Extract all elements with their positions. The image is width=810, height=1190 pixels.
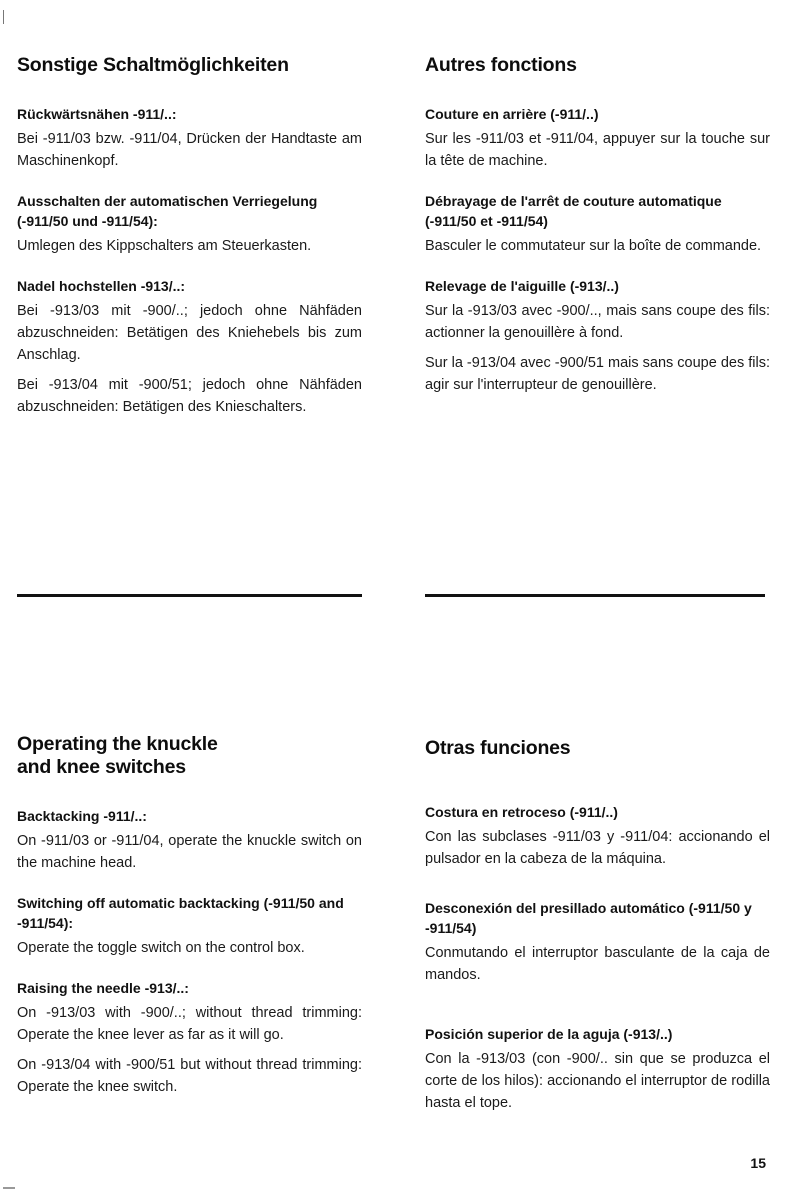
section-title: Costura en retroceso (-911/..) xyxy=(425,804,618,820)
french-section-auto-lock xyxy=(425,191,770,257)
spanish-heading: Otras funciones xyxy=(425,737,571,759)
section-text: Con la -913/03 (con -900/.. sin que se produzca el corte de los hilos): accionando el interruptor de rodilla hasta el tope. xyxy=(425,1051,770,1111)
spanish-section-needle-up xyxy=(425,1024,770,1114)
section-title: Rückwärtsnähen -911/..: xyxy=(17,106,177,122)
section-title: Relevage de l'aiguille (-913/..) xyxy=(425,278,619,294)
scan-mark xyxy=(3,1187,15,1189)
divider-rule xyxy=(425,594,765,597)
section-title: Posición superior de la aguja (-913/..) xyxy=(425,1026,673,1042)
english-heading xyxy=(17,733,362,779)
section-title: Ausschalten der automatischen Verriegelung (-911/50 und -911/54): xyxy=(17,193,318,229)
section-text: On -913/03 with -900/..; without thread trimming: Operate the knee lever as far as it will go. xyxy=(17,1005,362,1043)
section-text: Bei -913/03 mit -900/..; jedoch ohne Nähfäden abzuschneiden: Betätigen des Kniehebels bis zum Anschlag. xyxy=(17,303,362,363)
divider-rule xyxy=(17,594,362,597)
heading-line: Operating the knuckle xyxy=(17,733,218,755)
section-text: Sur les -911/03 et -911/04, appuyer sur la touche sur la tête de machine. xyxy=(425,131,770,169)
english-column xyxy=(17,733,362,1117)
english-section-backtacking xyxy=(17,806,362,874)
german-section-auto-lock xyxy=(17,191,362,257)
german-column xyxy=(17,54,362,437)
spanish-section-backtacking xyxy=(425,802,770,870)
french-column xyxy=(425,54,770,415)
german-heading: Sonstige Schaltmöglichkeiten xyxy=(17,54,289,76)
section-text: Bei -911/03 bzw. -911/04, Drücken der Handtaste am Maschinenkopf. xyxy=(17,131,362,169)
section-text: On -913/04 with -900/51 but without thread trimming: Operate the knee switch. xyxy=(17,1057,362,1095)
section-text: On -911/03 or -911/04, operate the knuckle switch on the machine head. xyxy=(17,833,362,871)
section-text: Operate the toggle switch on the control box. xyxy=(17,940,305,956)
section-title: Couture en arrière (-911/..) xyxy=(425,106,599,122)
english-section-needle-up xyxy=(17,978,362,1098)
section-title: Débrayage de l'arrêt de couture automatique (-911/50 et -911/54) xyxy=(425,193,722,229)
section-title: Raising the needle -913/..: xyxy=(17,980,189,996)
heading-line: and knee switches xyxy=(17,756,186,778)
page-number: 15 xyxy=(750,1155,766,1171)
scan-mark xyxy=(3,10,4,24)
french-section-backtacking xyxy=(425,104,770,172)
section-text: Sur la -913/03 avec -900/.., mais sans coupe des fils: actionner la genouillère à fond. xyxy=(425,303,770,341)
section-title: Backtacking -911/..: xyxy=(17,808,147,824)
section-title: Desconexión del presillado automático (-911/50 y -911/54) xyxy=(425,900,752,936)
french-heading: Autres fonctions xyxy=(425,54,577,76)
german-section-needle-up xyxy=(17,276,362,418)
section-text: Conmutando el interruptor basculante de la caja de mandos. xyxy=(425,945,770,983)
german-section-backtacking xyxy=(17,104,362,172)
section-text: Umlegen des Kippschalters am Steuerkasten. xyxy=(17,238,312,254)
spanish-column xyxy=(425,733,770,1133)
section-text: Sur la -913/04 avec -900/51 mais sans coupe des fils: agir sur l'interrupteur de genouillère. xyxy=(425,355,770,393)
section-text: Con las subclases -911/03 y -911/04: accionando el pulsador en la cabeza de la máquina. xyxy=(425,829,770,867)
french-section-needle-up xyxy=(425,276,770,396)
section-text: Basculer le commutateur sur la boîte de commande. xyxy=(425,238,762,254)
english-section-auto-backtack xyxy=(17,893,362,959)
spanish-section-auto-backtack xyxy=(425,898,770,986)
section-title: Switching off automatic backtacking (-911/50 and -911/54): xyxy=(17,895,344,931)
section-title: Nadel hochstellen -913/..: xyxy=(17,278,186,294)
section-text: Bei -913/04 mit -900/51; jedoch ohne Nähfäden abzuschneiden: Betätigen des Knieschalters. xyxy=(17,377,362,415)
